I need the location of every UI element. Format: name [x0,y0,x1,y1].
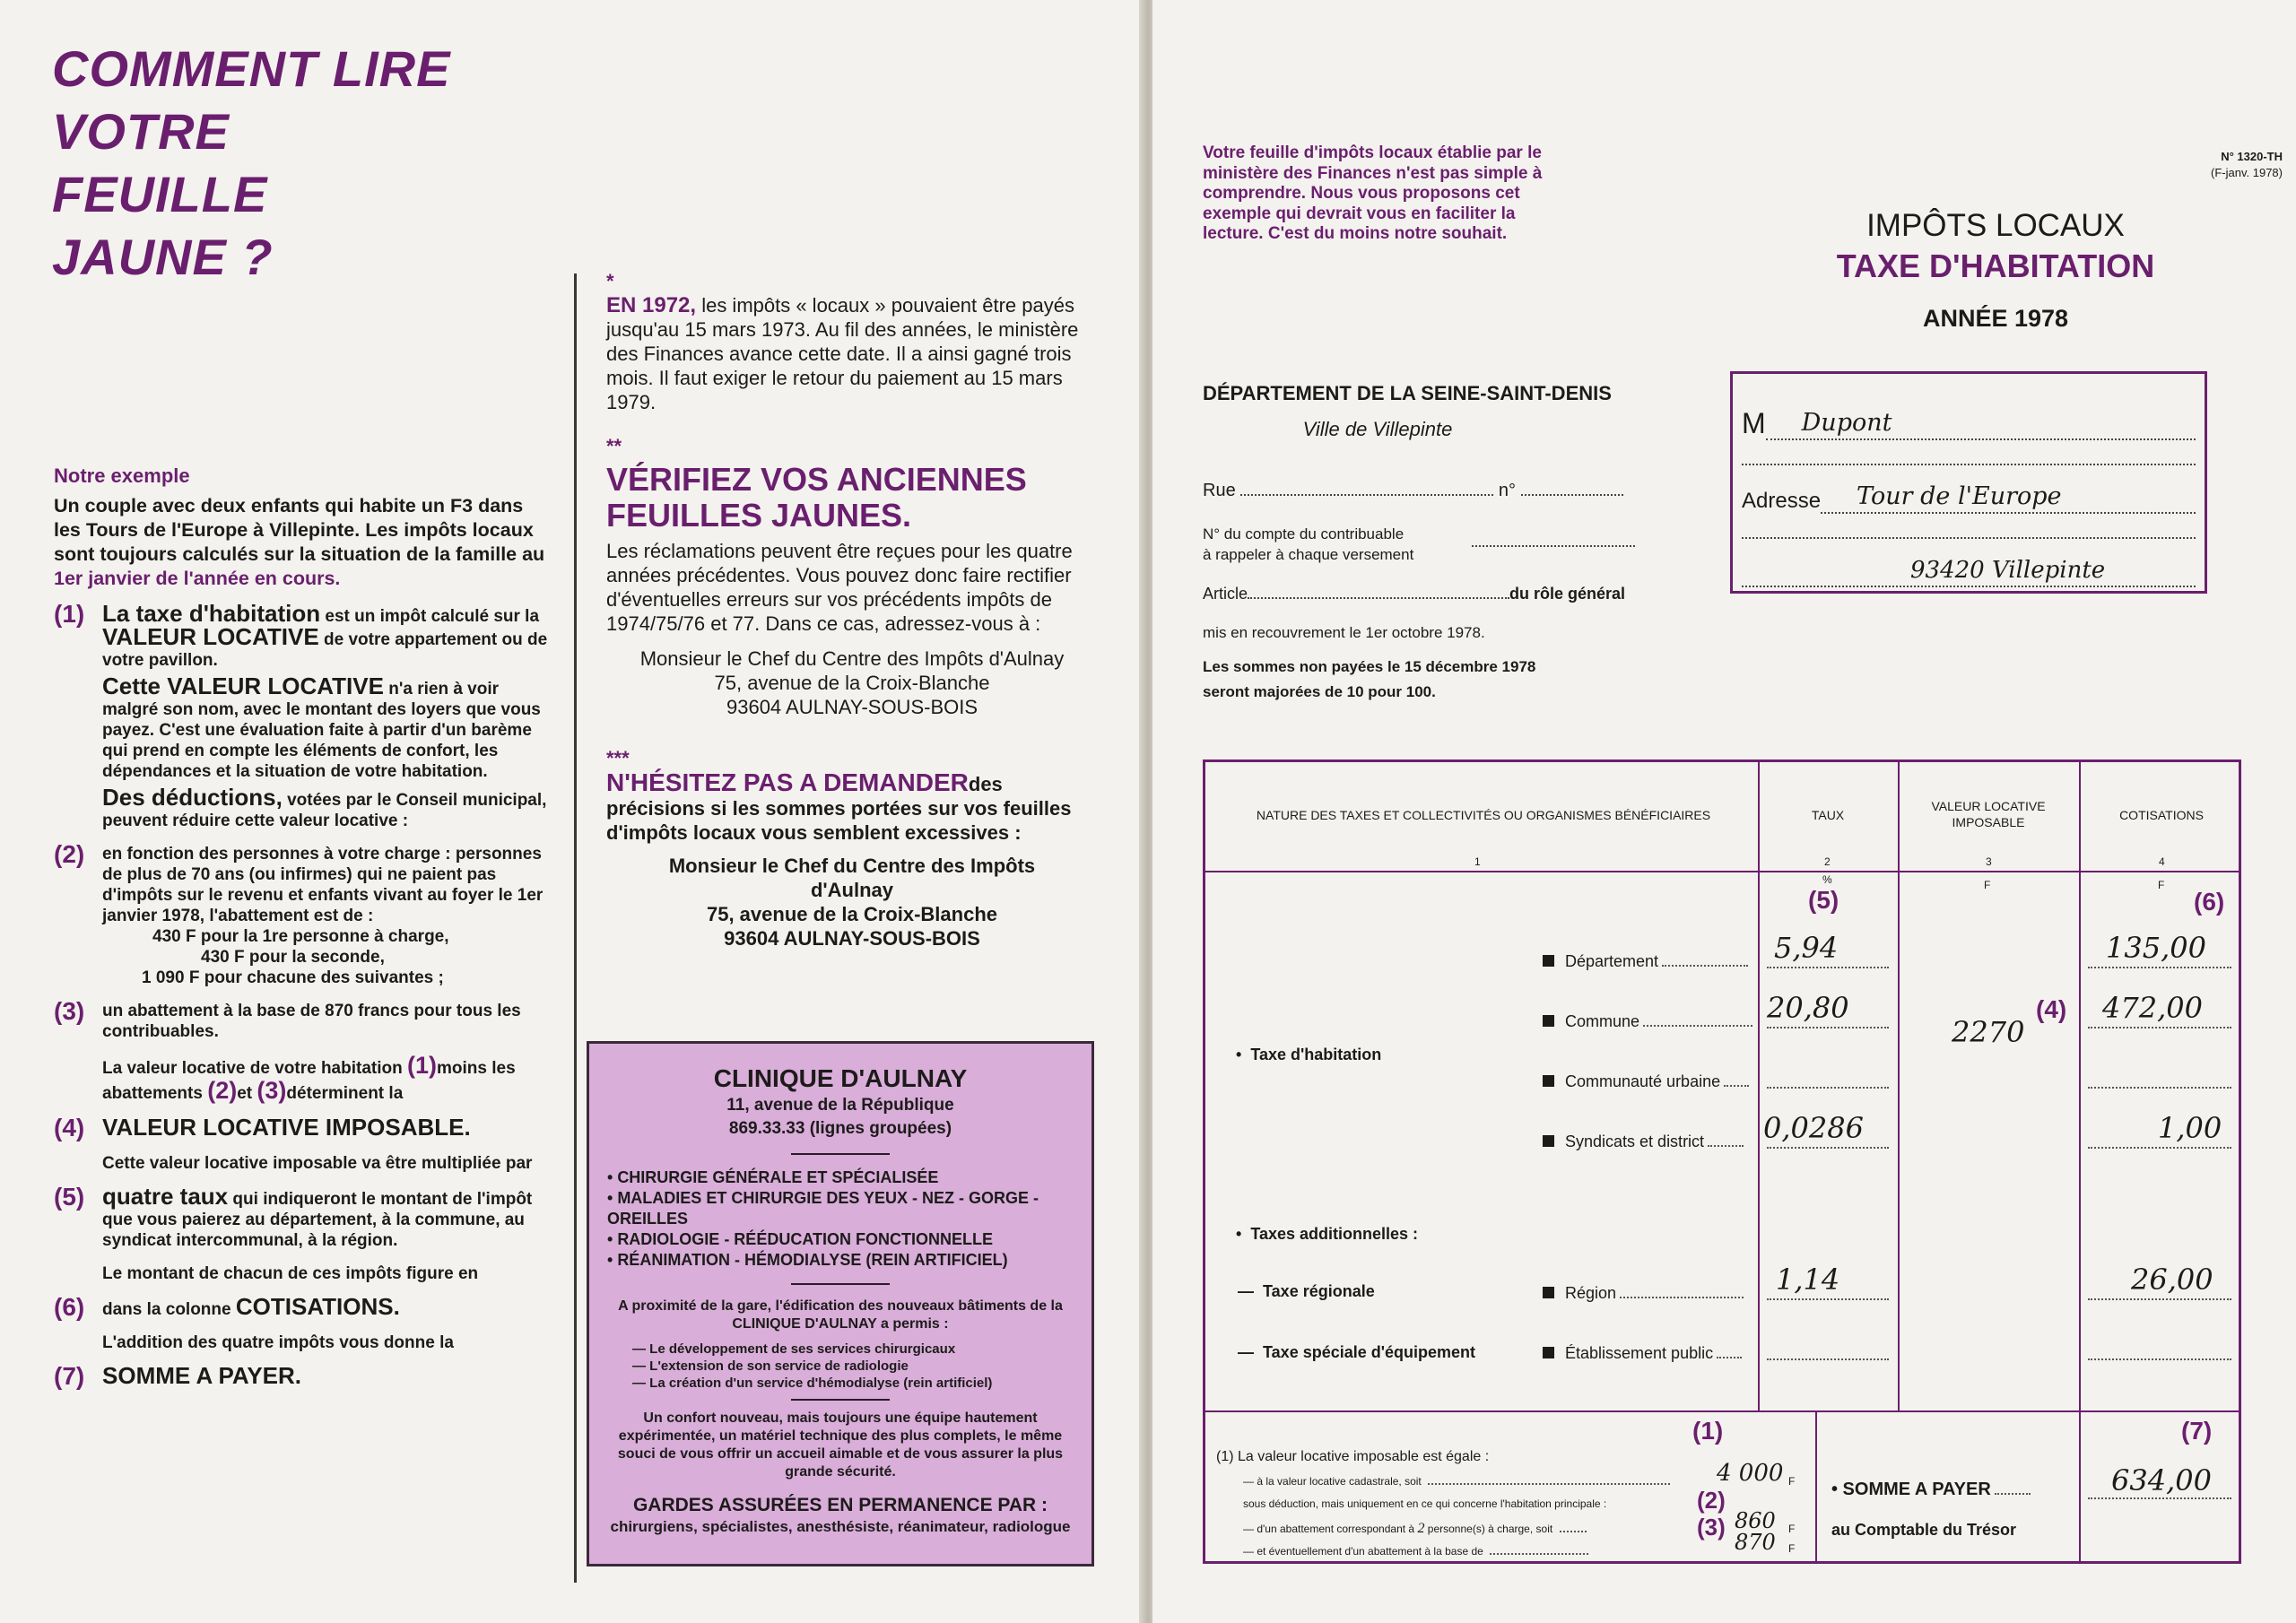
main-title [52,38,554,289]
label-taxes-additionnelles: • Taxes additionnelles : [1236,1225,1419,1243]
address-aulnay: Monsieur le Chef du Centre des Impôts d'Aulnay 75, avenue de la Croix-Blanche 93604 AULNAY-SOUS-BOIS [639,647,1065,718]
taux-departement: 5,94 [1774,931,1839,965]
form-number: N° 1320-TH (F-janv. 1978) [2211,150,2283,179]
taxpayer-name: Dupont [1801,409,1892,437]
title-line: JAUNE ? [52,229,274,285]
label-taxe-regionale: — Taxe régionale [1238,1282,1375,1300]
title-line: FEUILLE [52,166,268,222]
cotis-syndicats: 1,00 [2158,1111,2222,1145]
cotis-region: 26,00 [2131,1263,2213,1297]
title-line: COMMENT LIRE [52,40,451,97]
determination-text: La valeur locative de votre habitation (1)moins les abattements (2)et (3)déterminent la [102,1052,516,1104]
taxpayer-city: 93420 Villepinte [1910,557,2106,584]
step-7: (7) SOMME A PAYER. [54,1362,302,1390]
step-6: (6) dans la colonne COTISATIONS. L'addition des quatre impôts vous donne la [54,1293,454,1352]
form-title: IMPÔTS LOCAUX [1866,208,2125,243]
form-subtitle: TAXE D'HABITATION [1836,247,2155,284]
street-row: Rue n° [1203,481,1623,501]
label-taxe-habitation: • Taxe d'habitation [1236,1046,1382,1063]
right-page [1152,0,2296,1623]
comptable: au Comptable du Trésor [1831,1521,2017,1539]
valeur-locative-imposable: 2270 [1952,1015,2025,1049]
col-header-nature: NATURE DES TAXES ET COLLECTIVITÉS OU ORGANISMES BÉNÉFICIAIRES [1256,808,1711,822]
city: Ville de Villepinte [1302,418,1453,440]
verify-heading: VÉRIFIEZ VOS ANCIENNES FEUILLES JAUNES. [606,461,1027,534]
clinic-developments: — Le développement de ses services chirurgicaux — L'extension de son service de radiologie — La création d'un service d'hémodialyse (rein artificiel) [602,1341,1079,1392]
collection-date: mis en recouvrement le 1er octobre 1978. [1203,624,1485,641]
row-departement: Département [1543,952,1748,971]
clinic-advertisement: CLINIQUE D'AULNAY 11, avenue de la République 869.33.33 (lignes groupées) • CHIRURGIE GÉNÉRALE ET SPÉCIALISÉE • MALADIES ET CHIRURGIE DES YEUX - NEZ - GORGE - OREILLES • RADIOLOGIE - RÉÉDUCATION FONCTIONNELLE • RÉANIMATION - HÉMODIALYSE (REIN ARTIFICIEL) A proximité de la gare, l'édification des nouveaux bâtiments de la CLINIQUE D'AULNAY a permis : — Le développement de ses services chirurgicaux — L'extension de son service de radiologie — La création d'un service d'hémodialyse (rein artificiel) Un confort nouveau, mais toujours une équipe hautement expérimentée, un matériel technique des plus complets, le même souci de vous offrir un accueil aimable et de vous assurer la plus grande sécurité. GARDES ASSURÉES EN PERMANENCE PAR : chirurgiens, spécialistes, anesthésiste, réanimateur, radiologue [587,1041,1094,1567]
taux-region: 1,14 [1776,1263,1840,1297]
step-1: (1) La taxe d'habitation est un impôt calculé sur la VALEUR LOCATIVE de votre appartement ou de votre pavillon. Cette VALEUR LOCATIVE n'a rien à voir malgré son nom, avec le montant des loyers que vous payez. C'est une évaluation faite à partir d'un barème qui prend en compte les éléments de confort, les dépendances et la situation de votre habitation. Des déductions, votées par le Conseil municipal, peuvent réduire cette valeur locative : [54,600,548,830]
step-4: (4) VALEUR LOCATIVE IMPOSABLE. Cette valeur locative imposable va être multipliée par [54,1114,533,1173]
footnote-persons: — d'un abattement correspondant à 2 personne(s) à charge, soit [1243,1521,1587,1537]
footnote-deduction: sous déduction, mais uniquement en ce qui concerne l'habitation principale : [1243,1497,1607,1510]
total-label: • SOMME A PAYER [1831,1480,2031,1500]
taux-commune: 20,80 [1767,991,1849,1025]
col-header-cotisations: COTISATIONS [2119,808,2204,822]
row-etablissement-public: Établissement public [1543,1344,1742,1363]
notes-column: * EN 1972, les impôts « locaux » pouvaient être payés jusqu'au 15 mars 1973. Au fil des années, le ministère des Finances avance cette date. Il a ainsi gagné trois mois. Il faut exiger le retour du paiement au 15 mars 1979. ** VÉRIFIEZ VOS ANCIENNES FEUILLES JAUNES. Les réclamations peuvent être reçues pour les quatre années précédentes. Vous pouvez donc faire rectifier d'éventuelles erreurs sur vos précédents impôts de 1974/75/76 et 77. Dans ce cas, adressez-vous à : Monsieur le Chef du Centre des Impôts d'Aulnay 75, avenue de la Croix-Blanche 93604 AULNAY-SOUS-BOIS *** N'HÉSITEZ PAS A DEMANDERdes précisions si les sommes portées sur vos feuilles d'impôts locaux vous semblent excessives : Monsieur le Chef du Centre des Impôts d'Aulnay 75, avenue de la Croix-Blanche 93604 AULNAY-SOUS-BOIS [606,269,1098,950]
step-5: (5) quatre taux qui indiqueront le montant de l'impôt que vous paierez au département, à la commune, au syndicat intercommunal, à la région. Le montant de chacun de ces impôts figure en [54,1183,533,1283]
step-3: (3) un abattement à la base de 870 francs pour tous les contribuables. [54,997,521,1041]
department: DÉPARTEMENT DE LA SEINE-SAINT-DENIS [1203,382,1612,404]
step-2: (2) en fonction des personnes à votre charge : personnes de plus de 70 ans (ou infirmes) qui ne paient pas d'impôts sur le revenu et enfants vivant au foyer le 1er janvier 1978, l'abattement est de : 430 F pour la 1re personne à charge, 430 F pour la seconde, 1 090 F pour chacune des suivantes ; [54,840,544,987]
footnote-base: — et éventuellement d'un abattement à la base de [1243,1544,1588,1558]
example-heading: Notre exemple [54,464,190,487]
form-year: ANNÉE 1978 [1922,305,2069,332]
ask-text: N'HÉSITEZ PAS A DEMANDERdes précisions si les sommes portées sur vos feuilles d'impôts locaux vous semblent excessives : [606,768,1072,844]
label-taxe-equipement: — Taxe spéciale d'équipement [1238,1343,1476,1361]
col-header-valeur: VALEUR LOCATIVE IMPOSABLE [1931,799,2046,829]
taxpayer-address-box: M Dupont Adresse Tour de l'Europe 93420 Villepinte [1730,371,2207,594]
title-line: VOTRE [52,103,230,160]
note-1972: EN 1972, les impôts « locaux » pouvaient être payés jusqu'au 15 mars 1973. Au fil des années, le ministère des Finances avance cette date. Il a ainsi gagné trois mois. Il faut exiger le retour du paiement au 15 mars 1979. [606,293,1079,413]
cotis-departement: 135,00 [2106,931,2206,965]
penalty-note: Les sommes non payées le 15 décembre 1978 seront majorées de 10 pour 100. [1203,658,1536,700]
account-row: N° du compte du contribuable à rappeler à chaque versement [1203,524,1413,565]
taux-syndicats: 0,0286 [1763,1111,1864,1145]
row-region: Région [1543,1284,1744,1303]
clinic-services: • CHIRURGIE GÉNÉRALE ET SPÉCIALISÉE • MALADIES ET CHIRURGIE DES YEUX - NEZ - GORGE - OREILLES • RADIOLOGIE - RÉÉDUCATION FONCTIONNELLE • RÉANIMATION - HÉMODIALYSE (REIN ARTIFICIEL) [602,1167,1079,1271]
explanation-column [54,464,552,1402]
form-intro: Votre feuille d'impôts locaux établie par le ministère des Finances n'est pas simple à comprendre. Nous vous proposons cet exemple qui devrait vous en faciliter la lecture. C'est du moins notre souhait. [1203,143,1543,243]
total-amount: 634,00 [2111,1463,2212,1497]
footnote-cadastral: — à la valeur locative cadastrale, soit [1243,1474,1670,1488]
col-header-taux: TAUX [1811,808,1845,822]
taxpayer-street: Tour de l'Europe [1857,482,2062,510]
row-syndicats: Syndicats et district [1543,1133,1744,1151]
article-row: Article du rôle général [1203,585,1626,603]
tax-table: NATURE DES TAXES ET COLLECTIVITÉS OU ORGANISMES BÉNÉFICIAIRES TAUX VALEUR LOCATIVE IMPOSABLE COTISATIONS 1 2 3 4 % F F (5) (6) • Taxe d'habitation • Taxes additionnelles : — Taxe régionale — Taxe spéciale d'équipement Département Commune Communauté urbaine Syndicats et district Région Établissement public 5,94 20,80 0,0286 1,14 135,00 472,00 1,00 26,00 2270 (4) (1) (7) (1) La valeur locative imposable est égale : — à la valeur locative cadastrale, soit 4 000 F sous déduction, mais uniquement en ce qui concerne l'habitation principale : (2) — d'un abattement correspondant à 2 personne(s) à charge, soit (3) 860 F — et éventuellement d'un abattement à la base de 870 F • SOMME A PAYER 634,00 au Comptable du Trésor [1203,759,2241,1564]
verify-text: Les réclamations peuvent être reçues pour les quatre années précédentes. Vous pouvez donc faire rectifier d'éventuelles erreurs sur vos précédents impôts de 1974/75/76 et 77. Dans ce cas, adressez-vous à : [606,540,1073,635]
column-divider [574,273,577,1583]
row-communaute-urbaine: Communauté urbaine [1543,1072,1749,1091]
example-intro: Un couple avec deux enfants qui habite un F3 dans les Tours de l'Europe à Villepinte. Les impôts locaux sont toujours calculés sur la situation de la famille au 1er janvier de l'année en cours. [54,495,545,589]
row-commune: Commune [1543,1012,1752,1031]
left-page [0,0,1144,1623]
address-aulnay-2: Monsieur le Chef du Centre des Impôts d'Aulnay 75, avenue de la Croix-Blanche 93604 AULNAY-SOUS-BOIS [668,855,1036,950]
cotis-commune: 472,00 [2102,991,2203,1025]
